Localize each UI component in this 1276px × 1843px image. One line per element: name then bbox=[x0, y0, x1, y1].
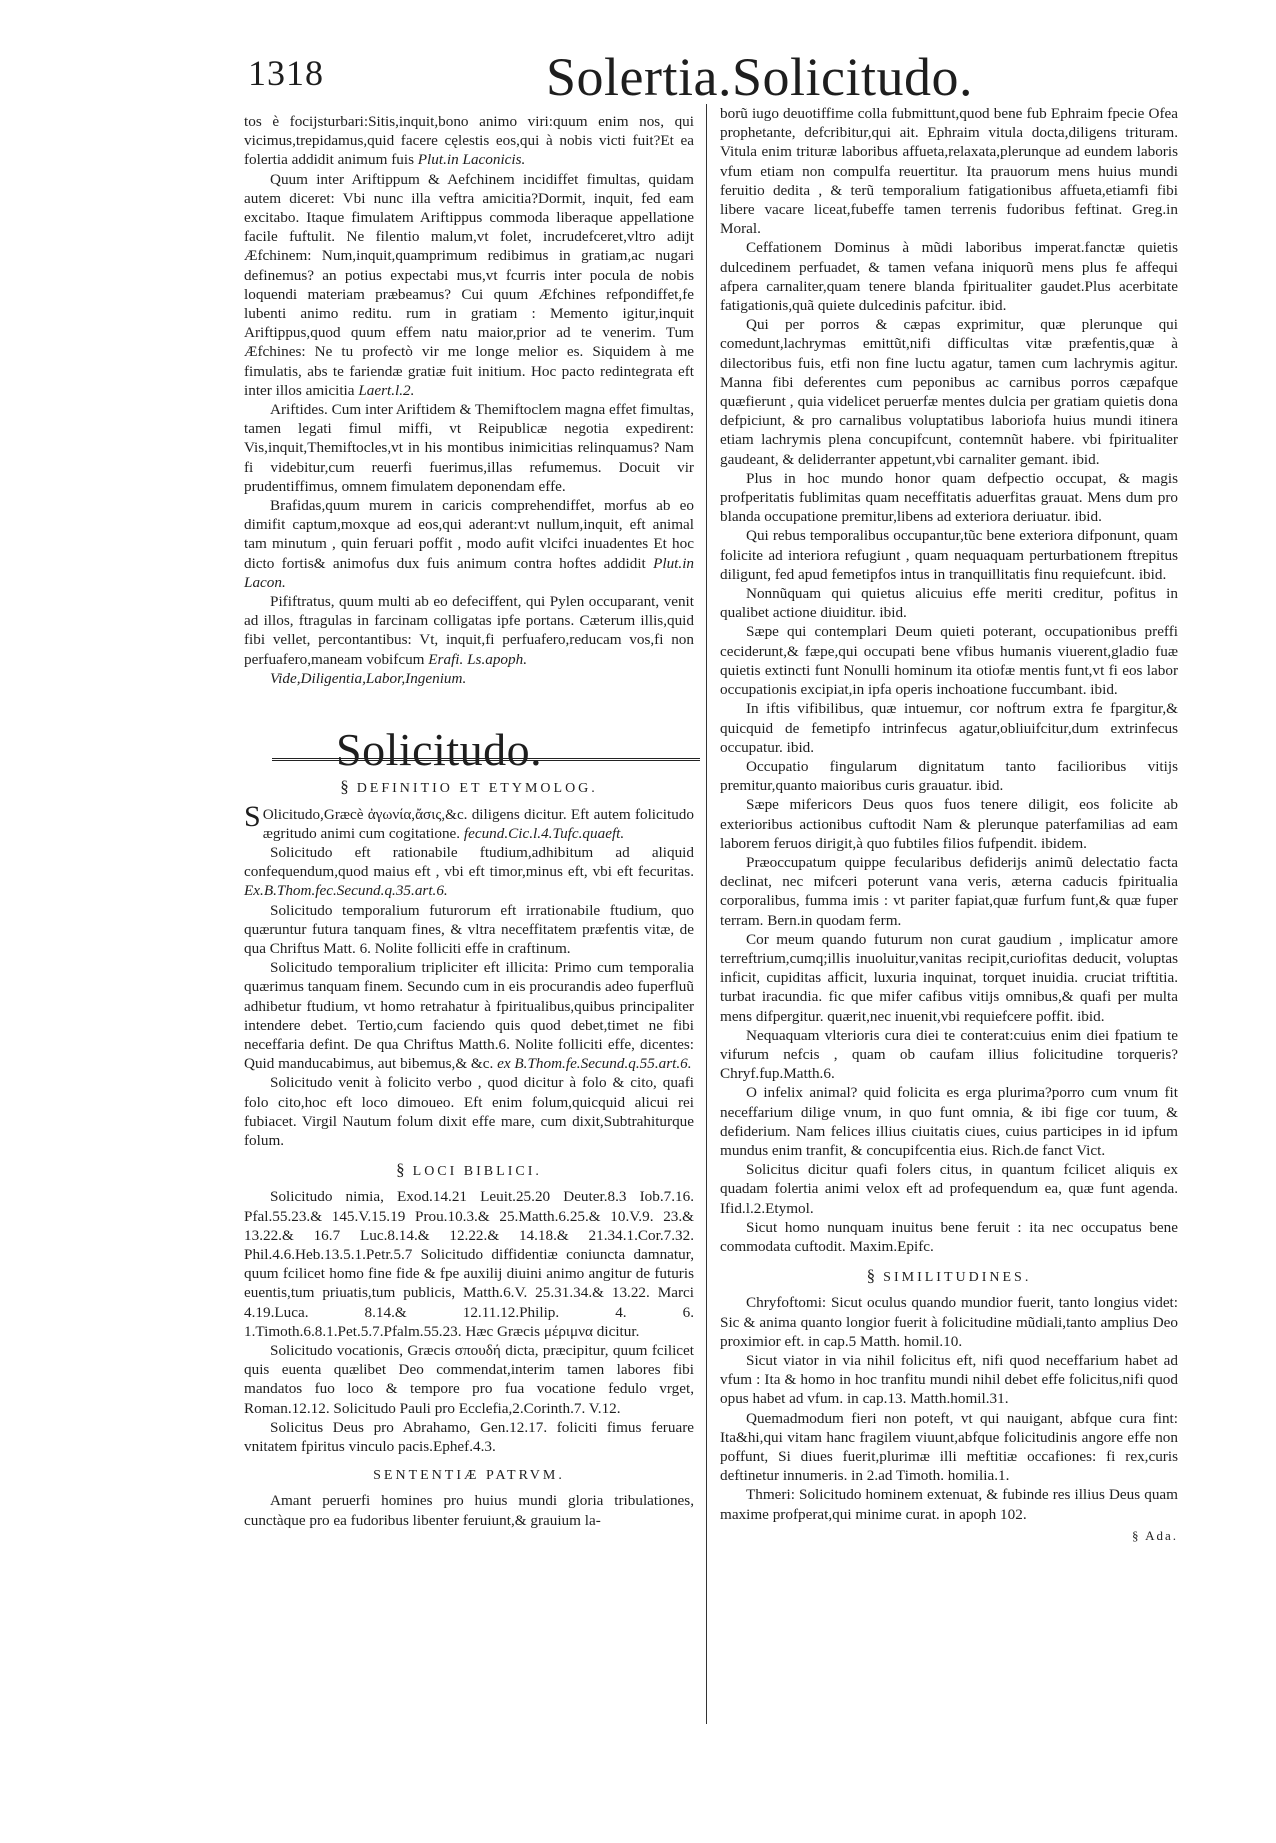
paragraph: S Olicitudo,Græcè ἀγωνία,ἄσις,&c. diligens dicitur. Eft autem folicitudo ægritudo animi cum cogitatione. fecund.Cic.l.4.Tufc.quaeft. bbox=[244, 799, 694, 842]
paragraph: Cor meum quando futurum non curat gaudium , implicatur amore terreftrium,cumq;illis inuoluitur,vanitas recipit,curiofitas deducit, voluptas inficit, cupiditas afficit, luxuria inquinat, torquet inuidia. cruciat triftitia. turbat iracundia. fic que mifer cafibus vitijs omnibus,& quafi per multa mens difpergitur. quærit,nec inuenit,vbi requiefcere poffit. ibid. bbox=[720, 930, 1178, 1025]
section-rule bbox=[272, 758, 700, 761]
paragraph: Solicitudo temporalium futurorum eft irrationabile ftudium, quo quæruntur futura tanquam fines, & vltra neceffitatem præfentis vitæ, de qua Chriftus Matt. 6. Nolite folliciti effe in craftinum. bbox=[244, 901, 694, 957]
paragraph: Quemadmodum fieri non poteft, vt qui nauigant, abfque cura fint: Ita&hi,qui vitam hanc fragilem viuunt,abfque folicitudinis angore effe non poffunt, Si diues fuerit,plurimæ illi meftitiæ occafiones: fi rex,curis deftinetur innumeris. in 2.ad Timoth. homilia.1. bbox=[720, 1409, 1178, 1485]
paragraph: Sicut homo nunquam inuitus bene feruit : ita nec occupatus bene commodata cuftodit. Maxim.Epifc. bbox=[720, 1218, 1178, 1255]
paragraph: Qui rebus temporalibus occupantur,tũc bene exteriora difponunt, quam folicite ad interiora refugiunt , quam nequaquam perturbationem ftrepitus diligunt, fed apud femetipfos intus in tranquillitatis finu requiefcunt. ibid. bbox=[720, 527, 1178, 583]
citation: Erafi. Ls.apoph. bbox=[428, 650, 528, 668]
paragraph: borũ iugo deuotiffime colla fubmittunt,quod bene fub Ephraim fpecie Ofea prophetante, defcribitur,qui ait. Ephraim vitula docta,diligens trituram. Vitula enim trituræ laboribus affueta,relaxata,plerunque ad eundem laboris vfum etiam non compulfa reuertitur. Ita prauorum mens huius mundi feruitio dedita , & terũ temporalium fatigationibus affueta,etiamfi fibi libere vacare liceat,fubeffe tamen terrenis fudoribus feftinat. Greg.in Moral. bbox=[720, 105, 1178, 238]
paragraph: tos è focijsturbari:Sitis,inquit,bono animo viri:quum enim nos, qui vicimus,trepidamus,quid facere cęlestis eos,qui à nobis victi fuit?Et ea folertia addidit animum fuis Plut.in Laconicis. bbox=[244, 113, 694, 169]
paragraph: O infelix animal? quid folicita es erga plurima?porro cum vnum fit neceffarium dilige vnum, in quo funt omnia, & ibi fige cor tuum, & defiderium. Nam felices illius ciuitatis ciues, cuius participes in id ipfum mundus enim tranfit, & concupifcentia eius. Rich.de fanct Vict. bbox=[720, 1084, 1178, 1159]
definitio-heading: § DEFINITIO ET ETYMOLOG. bbox=[340, 777, 598, 797]
loci-heading: § LOCI BIBLICI. bbox=[396, 1160, 542, 1180]
paragraph: Thmeri: Solicitudo hominem extenuat, & fubinde res illius Deus quam maxime profperat,qui minime curat. in apoph 102. bbox=[720, 1486, 1178, 1523]
left-column bbox=[244, 112, 694, 1530]
paragraph: Præoccupatum quippe fecularibus defiderijs animũ delectatio facta declinat, nec mifceri poterunt vana veris, æterna caducis fpiritualia corporalibus, fumma imis : vt pariter fapiat,quæ furfum funt,& quæ fuper terram. Bern.in quodam ferm. bbox=[720, 853, 1178, 929]
section-mark-icon: § bbox=[396, 1160, 405, 1180]
section-mark-icon: § bbox=[866, 1266, 876, 1286]
paragraph: Qui per porros & cæpas exprimitur, quæ plerunque qui comedunt,lachrymas emittũt,nifi difficultas vitæ præfentis,quæ à dilectoribus fuis, etfi non fine luctu agatur, tamen cum lachrymis agitur. Manna fibi deferentes cum peponibus ac carnibus porros cæpafque quæfierunt , quia videlicet peruerfæ mentes dulcia per gratiam quietis dona defpiciunt, & pro carnalibus voluptatibus laboriofa huius mundi itinera etiam lachrymis plena concupifcunt, contemnũt habere. vbi fpiritualiter gaudeant, & deliderranter appetunt,vbi carnaliter gemant. ibid. bbox=[720, 316, 1178, 468]
cross-reference: Vide,Diligentia,Labor,Ingenium. bbox=[270, 669, 467, 687]
paragraph: In iftis vifibilibus, quæ intuemur, cor noftrum extra fe fpargitur,& quicquid de femetipfo intrinfecus agatur,obliuifcitur,dum extrinfecus occupatur. ibid. bbox=[720, 700, 1178, 756]
paragraph: Ceffationem Dominus à mũdi laboribus imperat.fanctæ quietis dulcedinem perfuadet, & tamen vefana iniquorũ mens plus fe affequi afpera carnaliter,quam tenere blanda fpiritualiter gaudet.Plus acerbitate fatigationis,quã quiete dulcedinis pafcitur. ibid. bbox=[720, 239, 1178, 315]
paragraph: Sæpe qui contemplari Deum quieti poterant, occupationibus preffi ceciderunt,& fæpe,qui occupati bene vfibus humanis viuerent,gladio fuæ quietis extincti funt Nonulli hominum ita otiofæ mentis funt,vt fi eos labor occupationis excipiat,in ipfa operis inchoatione fuccumbant. ibid. bbox=[720, 623, 1178, 699]
page-number: 1318 bbox=[248, 53, 324, 93]
running-title: Solertia.Solicitudo. bbox=[546, 47, 973, 107]
paragraph: Pififtratus, quum multi ab eo defeciffent, qui Pylen occuparant, venit ad illos, ftragulas in farcinam colligatas ipfe portans. Cæterum illis,quid fibi vellet, percontantibus: Vt, inquit,fi perfuafero,reducam vos,fi non perfuafero,maneam vobifcum Erafi. Ls.apoph. bbox=[244, 593, 694, 668]
paragraph: Solicitus Deus pro Abrahamo, Gen.12.17. foliciti fimus feruare vnitatem fpiritus vinculo pacis.Ephef.4.3. bbox=[244, 1418, 694, 1455]
citation: Plut.in Lacon. bbox=[244, 554, 695, 591]
paragraph: Quum inter Ariftippum & Aefchinem incidiffet fimultas, quidam autem diceret: Vbi nunc illa veftra amicitia?Dormit, inquit, fed eam excitabo. Itaque fimulatem Ariftippus commoda liberaque appellatione facile fuftulit. Ne filentio malum,vt folet, incrudefceret,vltro adijt Æfchinem: Num,inquit,quamprimum redibimus in gratiam,ac nugari definemus? an potius expectabi mus,vt fcurris inter pocula de nobis loquendi materiam præbeamus? Cui quum Æfchines refpondiffet,fe lubenti animo reditu. rum in gratiam : Memento igitur,inquit Ariftippus,quod quum effem natu maior,prior ad te venerim. Tum Æfchines: Ne tu profectò vir me longe melior es. Siquidem à me fimulatis, abs te fariendæ gratiæ fuit initium. Hoc pacto redintegrata eft inter illos amicitia Laert.l.2. bbox=[244, 170, 694, 399]
paragraph: Solicitudo venit à folicito verbo , quod dicitur à folo & cito, quafi folo cito,hoc eft loco dimoueo. Eft enim folum,quicquid alicui rei fubiacet. Virgil Nautum folum dixit effe mare, cum dixit,Subtrahiturque folum. bbox=[244, 1074, 694, 1149]
paragraph: Occupatio fingularum dignitatum tanto facilioribus vitijs premitur,quanto maioribus curis grauatur. ibid. bbox=[720, 757, 1178, 795]
section-title: Solicitudo. bbox=[336, 724, 543, 776]
paragraph: Solicitudo temporalium tripliciter eft illicita: Primo cum temporalia quærimus tanquam finem. Secundo cum in eis procurandis adeo fuperfluũ adhibetur ftudium, vt homo retrahatur à fpiritualibus,quibus principaliter intendere debet. Tertio,cum faciendo quis quod debet,timet ne fibi neceffaria defint. De qua Chriftus Matth.6. Nolite folliciti effe, dicentes: Quid manducabimus, aut bibemus,& &c. ex B.Thom.fe.Secund.q.55.art.6. bbox=[244, 959, 694, 1073]
citation: Laert.l.2. bbox=[358, 381, 415, 399]
paragraph: Chryfoftomi: Sicut oculus quando mundior fuerit, tanto longius videt: Sic & anima quanto longior fuerit à folicitudine mũdiali,tanto amplius Deo proximior eft. in cap.5 Matth. homil.10. bbox=[720, 1294, 1178, 1350]
paragraph: Sæpe mifericors Deus quos fuos tenere diligit, eos folicite ab exterioribus actionibus cuftodit Nam & plerunque paterfamilias ad eam laborem feruos dirigit,à quo fubtiles filios fufpendit. ibidem. bbox=[720, 796, 1178, 852]
paragraph: Solicitus dicitur quafi folers citus, in quantum fcilicet aliquis ex quadam folertia animi velox eft ad profequendum ea, quæ funt agenda. Ifid.l.2.Etymol. bbox=[720, 1161, 1178, 1217]
sententiae-heading: SENTENTIÆ PATRVM. bbox=[373, 1468, 565, 1484]
catchword: § Ada. bbox=[1132, 1527, 1178, 1543]
paragraph: Sicut viator in via nihil folicitus eft, nifi quod neceffarium habet ad vfum : Ita & homo in hoc tranfitu mundi nihil debet effe folicitus,nifi quod opus habet ad vfum. in cap.13. Matth.homil.31. bbox=[720, 1352, 1178, 1408]
citation: Plut.in Laconicis. bbox=[417, 151, 526, 169]
paragraph: Brafidas,quum murem in caricis comprehendiffet, morfus ab eo dimifit captum,moxque ad eos,qui aderant:vt nullum,inquit, eft animal tam minutum , quin feruari poffit , modo aufit vlcifci inuadentes Et hoc dicto fortis& animofus dux fuis animum contra hoftes addidit Plut.in Lacon. bbox=[244, 497, 695, 591]
section-mark-icon: § bbox=[340, 777, 349, 797]
paragraph: Solicitudo nimia, Exod.14.21 Leuit.25.20 Deuter.8.3 Iob.7.16. Pfal.55.23.& 145.V.15.19 Prou.10.3.& 25.Matth.6.25.& 10.V.9. 23.& 13.22.& 16.7 Luc.8.14.& 12.22.& 14.18.& 21.34.1.Cor.7.32. Phil.4.6.Heb.13.5.1.Petr.5.7 Solicitudo diffidentiæ coniuncta damnatur, quum fcilicet homo fine fide & fpe auxilij diuini animo angitur de futuris euentis,tum priuatis,tum publicis, Matth.6.V. 25.31.34.& 13.22. Marci 4.19.Luca. 8.14.& 12.11.12.Philip. 4. 6. 1.Timoth.6.8.1.Pet.5.7.Pfalm.55.23. Hæc Græcis μέριμνα dicitur. bbox=[244, 1188, 694, 1340]
right-column bbox=[720, 104, 1178, 1545]
paragraph: Solicitudo vocationis, Græcis σπουδή dicta, præcipitur, quum fcilicet quis euenta quælibet Deo commendat,interim tamen labores fibi mandatos fuo loco & tempore pro fua vocatione fedulo vrget, Roman.12.12. Solicitudo Pauli pro Ecclefia,2.Corinth.7. V.12. bbox=[244, 1341, 694, 1417]
paragraph: Ariftides. Cum inter Ariftidem & Themiftoclem magna effet fimultas, tamen legati fimul miffi, vt Reipublicæ negotia expedirent: Vis,inquit,Themiftocles,vt in his montibus inimicitias relinquamus? Nam fi videbitur,cum reuerfi fuerimus,illas refumemus. Docuit vir prudentiffimus, omnem fimulatem deponendam effe. bbox=[244, 401, 694, 495]
column-divider bbox=[706, 104, 707, 1724]
paragraph: Nonnũquam qui quietus alicuius effe meriti creditur, pofitus in qualibet actione diuiditur. ibid. bbox=[720, 585, 1178, 622]
paragraph: Plus in hoc mundo honor quam defpectio occupat, & magis profperitatis fublimitas quam neceffitatis aduerfitas grauat. Mens dum pro blanda occupatione premitur,libens ad exteriora deriuatur. ibid. bbox=[720, 469, 1178, 526]
dropcap: S bbox=[244, 799, 261, 833]
similitudines-heading: § SIMILITUDINES. bbox=[866, 1266, 1032, 1286]
paragraph: Solicitudo eft rationabile ftudium,adhibitum ad aliquid confequendum,quod maius eft , vbi eft timor,minus eft, vbi eft fecuritas. Ex.B.Thom.fec.Secund.q.35.art.6. bbox=[244, 843, 694, 900]
paragraph: Amant peruerfi homines pro huius mundi gloria tribulationes, cunctàque pro ea fudoribus libenter feruiunt,& grauium la- bbox=[244, 1492, 694, 1529]
paragraph: Nequaquam vlterioris cura diei te conterat:cuius enim diei fpatium te vifurum nefcis , quam ob caufam illius folicitudine torqueris? Chryf.fup.Matth.6. bbox=[720, 1026, 1178, 1083]
